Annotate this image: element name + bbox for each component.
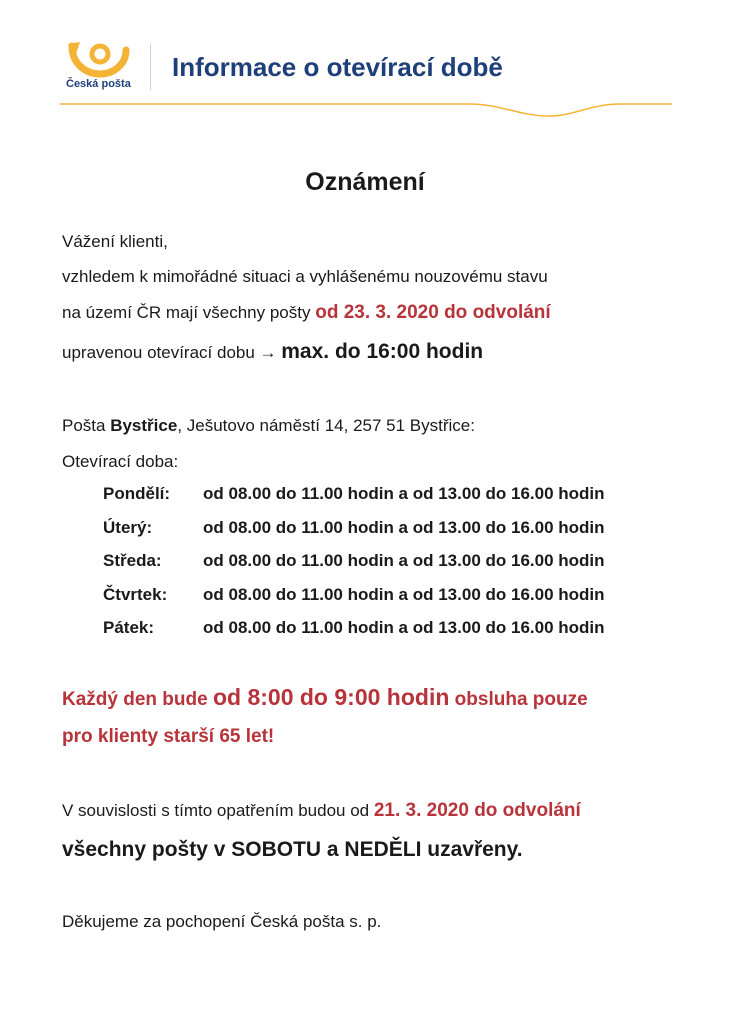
validity-date: od 23. 3. 2020 do odvolání bbox=[315, 302, 551, 323]
header-divider bbox=[150, 44, 151, 90]
schedule-day: Pondělí: bbox=[103, 484, 171, 503]
weekend-date: 21. 3. 2020 do odvolání bbox=[373, 800, 581, 821]
header-wave-line bbox=[0, 96, 730, 126]
intro-line-2: vzhledem k mimořádné situaci a vyhlášenému nouzovému stavu bbox=[62, 267, 548, 286]
office-name: Bystřice bbox=[110, 416, 178, 435]
ceska-posta-logo bbox=[66, 40, 130, 100]
schedule-day: Středa: bbox=[103, 551, 162, 570]
weekend-prefix: V souvislosti s tímto opatřením budou od bbox=[62, 801, 374, 820]
schedule-hours: od 08.00 do 11.00 hodin a od 13.00 do 16.00 hodin bbox=[203, 484, 605, 503]
logo-text: Česká pošta bbox=[66, 78, 131, 90]
intro-line-4 bbox=[62, 340, 483, 364]
schedule-hours: od 08.00 do 11.00 hodin a od 13.00 do 16.00 hodin bbox=[203, 551, 605, 570]
closing-time: max. do 16:00 hodin bbox=[281, 340, 484, 363]
schedule-day: Čtvrtek: bbox=[103, 585, 168, 604]
intro-line-3-text: na území ČR mají všechny pošty bbox=[62, 303, 316, 322]
document-title: Informace o otevírací době bbox=[172, 52, 503, 82]
seniors-notice-part-3: obsluha pouze bbox=[449, 689, 588, 710]
greeting: Vážení klienti, bbox=[62, 232, 168, 251]
seniors-notice-line-2: pro klienty starší 65 let! bbox=[62, 726, 275, 747]
intro-line-4-text: upravenou otevírací dobu → bbox=[62, 343, 282, 362]
schedule-hours: od 08.00 do 11.00 hodin a od 13.00 do 16.00 hodin bbox=[203, 618, 605, 637]
weekend-closed-notice: všechny pošty v SOBOTU a NEDĚLI uzavřeny. bbox=[62, 838, 523, 861]
seniors-hours: od 8:00 do 9:00 hodin bbox=[212, 684, 450, 710]
schedule-day: Pátek: bbox=[103, 618, 155, 637]
office-prefix: Pošta bbox=[62, 416, 111, 435]
office-address bbox=[62, 416, 475, 436]
office-address-text: , Ješutovo náměstí 14, 257 51 Bystřice: bbox=[177, 416, 475, 435]
hours-label: Otevírací doba: bbox=[62, 452, 179, 471]
post-horn-icon bbox=[66, 40, 130, 80]
intro-line-3 bbox=[62, 302, 551, 324]
schedule-day: Úterý: bbox=[103, 518, 153, 537]
seniors-notice-part-1: Každý den bude bbox=[62, 689, 213, 710]
closing-thanks: Děkujeme za pochopení Česká pošta s. p. bbox=[62, 912, 382, 931]
weekend-notice-line-1 bbox=[62, 800, 581, 822]
page-heading: Oznámení bbox=[305, 168, 425, 196]
seniors-notice-line-1 bbox=[62, 684, 588, 711]
schedule-hours: od 08.00 do 11.00 hodin a od 13.00 do 16.00 hodin bbox=[203, 518, 605, 537]
schedule-hours: od 08.00 do 11.00 hodin a od 13.00 do 16.00 hodin bbox=[203, 585, 605, 604]
